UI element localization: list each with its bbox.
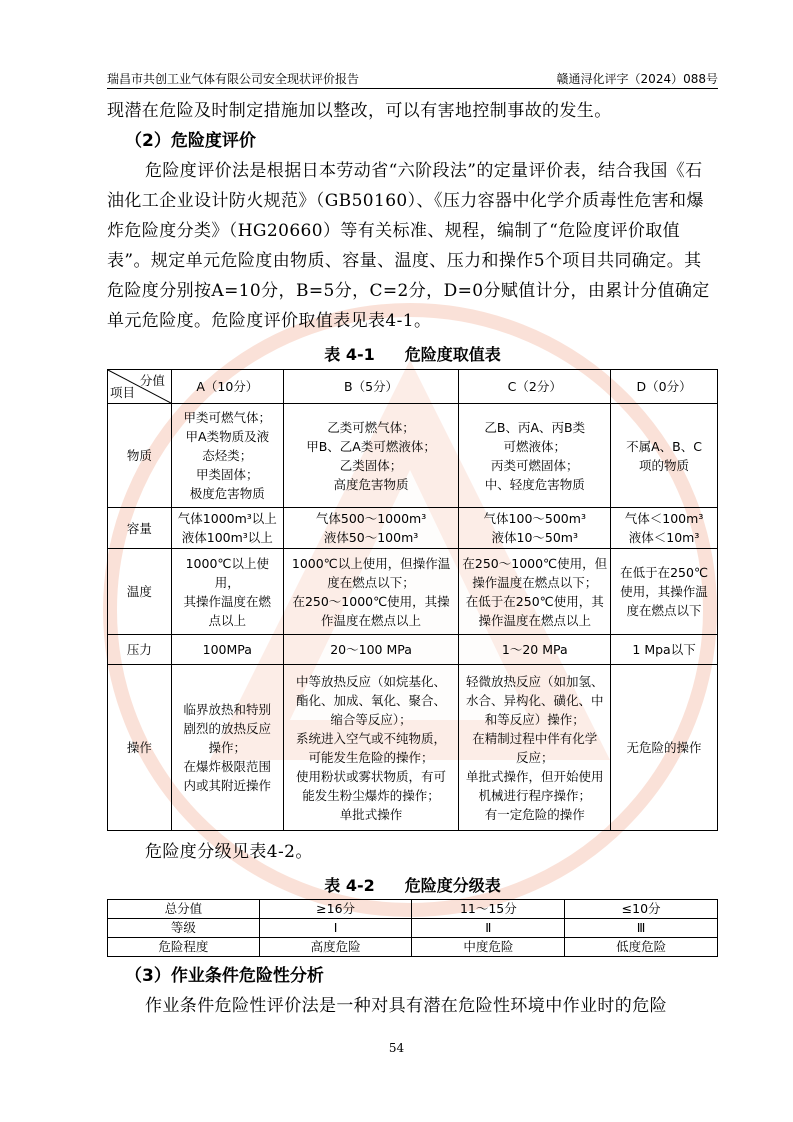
table1-cell (459, 665, 611, 831)
cell-line: 反应； (516, 749, 554, 765)
cell-line: 甲A类物质及液 (185, 429, 270, 444)
cell-line: 液体100m³以上 (181, 530, 273, 545)
table2-cell: ≤10分 (565, 900, 718, 919)
cell-line: 中、轻度危害物质 (484, 476, 585, 492)
cell-line: 轻微放热反应（如加氢、 (466, 673, 604, 689)
page-header (107, 66, 718, 89)
cell-line: 丙类可燃固体； (491, 457, 579, 473)
table-row (108, 635, 718, 665)
cell-line: 度在燃点以下 (626, 603, 702, 618)
table1-header-a: A（10分） (171, 370, 283, 404)
table2-cell: 低度危险 (565, 938, 718, 957)
cell-line: 100MPa (202, 642, 252, 657)
cell-line: 气体100～500m³ (483, 511, 586, 526)
cell-line: 在低于在250℃使用，其 (465, 593, 604, 609)
table-row (108, 508, 718, 549)
cell-line: 内或其附近操作 (183, 778, 272, 793)
table1-row-label: 容量 (108, 508, 172, 549)
paragraph-grading-ref: 危险度分级见表4-2。 (145, 842, 313, 862)
cell-line: 甲类可燃气体； (183, 410, 272, 425)
cell-line: 操作； (208, 740, 247, 755)
cell-line: 和等反应）操作； (484, 711, 585, 727)
cell-line: 剧烈的放热反应 (183, 721, 272, 736)
cell-line: 使用，其操作温 (620, 584, 708, 599)
table1-header-d: D（0分） (611, 370, 718, 404)
table1-header-c: C（2分） (459, 370, 611, 404)
table1-cell (283, 665, 459, 831)
table1-cell (611, 508, 718, 549)
risk-grading-table (107, 899, 718, 957)
table1-cell (171, 404, 283, 508)
table2-cell: 中度危险 (412, 938, 565, 957)
table1-cell (283, 635, 459, 665)
table1-cell (283, 549, 459, 635)
cell-line: 项的物质 (639, 457, 690, 473)
cell-line: 极度危害物质 (189, 486, 265, 501)
cell-line: 在爆炸极限范围 (183, 759, 272, 774)
table2-caption: 表 4-2 危险度分级表 (324, 876, 501, 895)
table2-cell: Ⅱ (412, 919, 565, 938)
table1-row-label: 压力 (108, 635, 172, 665)
cell-line: 单批式操作 (339, 806, 403, 822)
cell-line: 气体＜100m³ (624, 511, 704, 526)
cell-line: 高度危害物质 (333, 476, 409, 492)
table2-cell: 11～15分 (412, 900, 565, 919)
table1-cell (459, 508, 611, 549)
cell-line: 无危险的操作 (626, 740, 702, 755)
cell-line: 气体500～1000m³ (315, 511, 427, 526)
cell-line: 液体50～100m³ (323, 530, 419, 545)
paragraph-risk-method: 危险度评价法是根据日本劳动省“六阶段法”的定量评价表，结合我国《石油化工企业设计防火规范》（GB50160）、《压力容器中化学介质毒性危害和爆炸危险度分类》（HG20660）等有关标准、规程，编制了“危险度评价取值表”。规定单元危险度由物质、容量、温度、压力和操作5个项目共同确定。其危险度分别按A=10分，B=5分，C=2分，D=0分赋值计分，由累计分值确定单元危险度。危险度评价取值表见表4-1。 (107, 161, 710, 331)
table-row (108, 404, 718, 508)
cell-line: 在250～1000℃使用，其操 (292, 593, 450, 609)
cell-line: 1000℃以上使用，但操作温 (291, 555, 451, 571)
cell-line: 乙类可燃气体； (327, 419, 415, 435)
table1-cell (171, 549, 283, 635)
table1-cell (283, 508, 459, 549)
cell-line: 临界放热和特别 (183, 702, 272, 717)
cell-line: 系统进入空气或不纯物质， (296, 730, 447, 746)
table1-cell (611, 635, 718, 665)
cell-line: 水合、异构化、磺化、中 (466, 692, 604, 708)
table1-cell (611, 549, 718, 635)
table2-cell: 高度危险 (259, 938, 412, 957)
cell-line: 乙类固体； (339, 457, 403, 473)
table2-cell: ≥16分 (259, 900, 412, 919)
table2-cell: 危险程度 (108, 938, 260, 957)
cell-line: 其操作温度在燃 (183, 593, 272, 609)
cell-line: 1000℃以上使用， (185, 555, 269, 590)
cell-line: 在精制过程中伴有化学 (472, 730, 598, 746)
cell-line: 单批式操作，但开始使用 (466, 768, 604, 784)
cell-line: 度在燃点以下； (327, 574, 415, 590)
cell-line: 点以上 (208, 612, 247, 628)
section-heading-work-conditions: （3）作业条件危险性分析 (125, 966, 324, 986)
table1-cell (171, 635, 283, 665)
cell-line: 在250～1000℃使用，但 (462, 555, 608, 571)
table1-cell (459, 635, 611, 665)
cell-line: 20～100 MPa (330, 642, 412, 657)
cell-line: 1～20 MPa (501, 642, 568, 657)
cell-line: 机械进行程序操作； (478, 787, 592, 803)
cell-line: 有一定危险的操作 (484, 806, 585, 822)
table1-caption: 表 4-1 危险度取值表 (324, 345, 501, 364)
table-row (108, 665, 718, 831)
table1-cell (171, 665, 283, 831)
cell-line: 可燃液体； (503, 438, 567, 454)
table1-cell (611, 404, 718, 508)
cell-line: 能发生粉尘爆炸的操作； (302, 787, 440, 803)
cell-line: 中等放热反应（如烷基化、 (296, 673, 447, 689)
cell-line: 乙B、丙A、丙B类 (484, 419, 586, 435)
cell-line: 作温度在燃点以上 (321, 612, 422, 628)
cell-line: 液体＜10m³ (628, 530, 700, 545)
cell-line: 甲类固体； (196, 467, 259, 482)
section-heading-risk-degree: （2）危险度评价 (125, 131, 256, 151)
table2-cell: Ⅰ (259, 919, 412, 938)
cell-line: 1 Mpa以下 (632, 642, 696, 657)
cell-line: 液体10～50m³ (491, 530, 578, 545)
table-row (108, 549, 718, 635)
table-row (108, 919, 718, 938)
table2-cell: 总分值 (108, 900, 260, 919)
table1-row-label: 温度 (108, 549, 172, 635)
cell-line: 操作温度在燃点以上 (478, 612, 592, 628)
paragraph-continuation: 现潜在危险及时制定措施加以整改，可以有害地控制事故的发生。 (107, 101, 612, 121)
cell-line: 态烃类； (202, 448, 253, 463)
table2-cell: 等级 (108, 919, 260, 938)
table-row (108, 900, 718, 919)
cell-line: 可能发生危险的操作； (308, 749, 434, 765)
cell-line: 缩合等反应）； (330, 711, 412, 727)
cell-line: 操作温度在燃点以下； (472, 574, 598, 590)
table1-cell (611, 665, 718, 831)
cell-line: 在低于在250℃ (620, 565, 709, 580)
table1-row-label: 操作 (108, 665, 172, 831)
header-report-number: 赣通浔化评字（2024）088号 (556, 72, 718, 86)
table1-header-b: B（5分） (283, 370, 459, 404)
table-row (108, 938, 718, 957)
cell-line: 酯化、加成、氧化、聚合、 (296, 692, 447, 708)
paragraph-work-conditions: 作业条件危险性评价法是一种对具有潜在危险性环境中作业时的危险 (145, 996, 667, 1016)
cell-line: 甲B、乙A类可燃液体； (306, 438, 436, 454)
table1-row-label: 物质 (108, 404, 172, 508)
table1-cell (171, 508, 283, 549)
header-company: 瑞昌市共创工业气体有限公司安全现状评价报告 (107, 72, 360, 86)
risk-value-table (107, 369, 718, 831)
table2-cell: Ⅲ (565, 919, 718, 938)
cell-line: 气体1000m³以上 (177, 511, 277, 526)
page-number: 54 (388, 1041, 405, 1055)
cell-line: 不属A、B、C (626, 438, 702, 454)
table1-cell (459, 549, 611, 635)
table1-corner: 分值 项目 (108, 370, 172, 404)
cell-line: 使用粉状或雾状物质，有可 (296, 768, 447, 784)
table1-cell (283, 404, 459, 508)
table1-cell (459, 404, 611, 508)
